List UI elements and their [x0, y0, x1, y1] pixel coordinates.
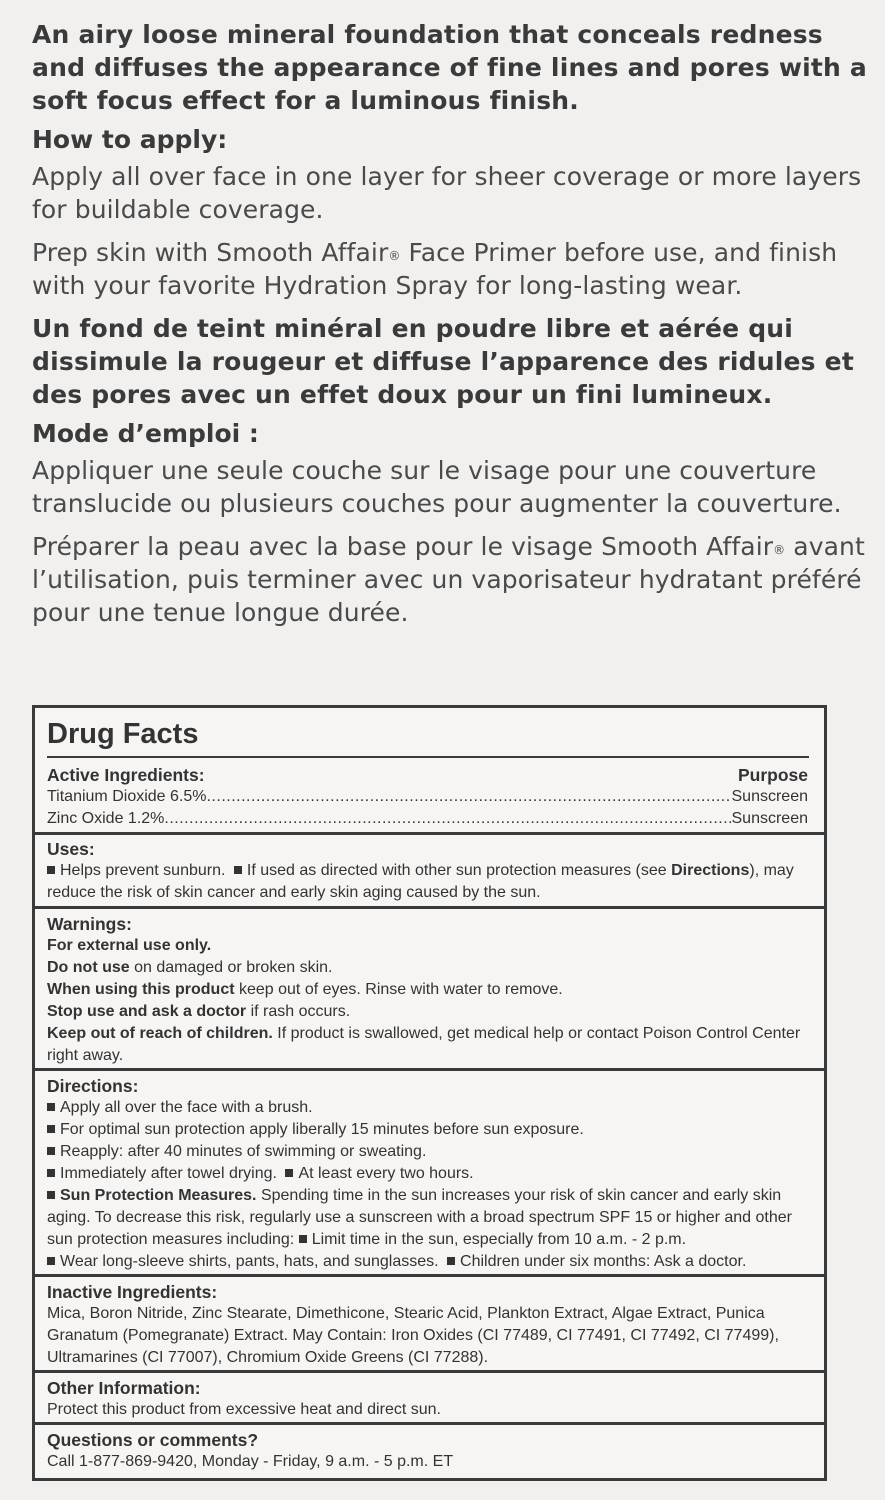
- registered-mark: ®: [773, 543, 786, 557]
- section-divider: [35, 1422, 824, 1425]
- active-ingredient-row: Zinc Oxide 1.2% ..... Sunscreen: [47, 808, 808, 830]
- questions-header: Questions or comments?: [47, 1430, 259, 1450]
- drug-facts-box: [32, 705, 827, 1481]
- purpose-header: Purpose: [737, 765, 808, 785]
- section-divider: [35, 1274, 824, 1277]
- title-rule: [47, 756, 809, 758]
- english-description: An airy loose mineral foundation that conceals redness and diffuses the appearance of fine lines and pores with a soft focus effect for a luminous finish.: [32, 20, 868, 115]
- uses-section: Uses: Helps prevent sunburn. If used as directed with other sun protection measures (see Directions), may reduce the risk of skin cancer and early skin aging caused by the sun.: [47, 838, 808, 904]
- french-description: Un fond de teint minéral en poudre libre et aérée qui dissimule la rougeur et diffuse l’apparence des ridules et des pores avec un effet doux pour un fini lumineux.: [32, 314, 854, 409]
- english-howto-step-2: Prep skin with Smooth Affair® Face Primer before use, and finish with your favorite Hydration Spray for long-lasting wear.: [32, 238, 838, 300]
- english-howto-title: How to apply:: [32, 125, 228, 154]
- inactive-ingredients-list: Mica, Boron Nitride, Zinc Stearate, Dimethicone, Stearic Acid, Plankton Extract, Algae Extract, Punica Granatum (Pomegranate) Extract. May Contain: Iron Oxides (CI 77489, CI 77491, CI 77492, CI 77499), Ultramarines (CI 77007), Chromium Oxide Greens (CI 77288).: [47, 1305, 779, 1366]
- section-divider: [35, 1370, 824, 1373]
- questions-contact: Call 1-877-869-9420, Monday - Friday, 9 a.m. - 5 p.m. ET: [47, 1453, 454, 1470]
- french-howto-step-2: Préparer la peau avec la base pour le visage Smooth Affair® avant l’utilisation, puis terminer avec un vaporisateur hydratant préféré pour une tenue longue durée.: [32, 532, 865, 627]
- other-information-header: Other Information:: [47, 1378, 201, 1398]
- english-howto-step-1: Apply all over face in one layer for sheer coverage or more layers for buildable coverage.: [32, 162, 862, 224]
- directions-section: Directions: Apply all over the face with a brush. For optimal sun protection apply liberally 15 minutes before sun exposure. Reapply: after 40 minutes of swimming or sweating. Immediately after towel drying. At least every two hours. Sun Protection Measures. Spending time in the sun increases your risk of skin cancer and early skin aging. To decrease this risk, regularly use a sunscreen with a broad spectrum SPF 15 or higher and other sun protection measures including: Limit time in the sun, especially from 10 a.m. - 2 p.m. Wear long-sleeve shirts, pants, hats, and sunglasses. Children under six months: Ask a doctor.: [47, 1075, 808, 1273]
- active-ingredients-section: [47, 764, 808, 830]
- drug-facts-title: Drug Facts: [47, 718, 199, 750]
- directions-header: Directions:: [47, 1076, 139, 1096]
- inactive-ingredients-section: [47, 1281, 808, 1369]
- warnings-section: Warnings: For external use only. Do not use on damaged or broken skin. When using this product keep out of eyes. Rinse with water to remove. Stop use and ask a doctor if rash occurs. Keep out of reach of children. If product is swallowed, get medical help or contact Poison Control Center right away.: [47, 913, 808, 1067]
- section-divider: [35, 832, 824, 835]
- active-ingredients-header: Active Ingredients:: [47, 765, 205, 785]
- registered-mark: ®: [388, 249, 401, 263]
- section-divider: [35, 906, 824, 909]
- warnings-header: Warnings:: [47, 914, 132, 934]
- questions-section: [47, 1429, 808, 1473]
- other-information-text: Protect this product from excessive heat and direct sun.: [47, 1401, 441, 1418]
- inactive-ingredients-header: Inactive Ingredients:: [47, 1282, 218, 1302]
- product-description-panel: [32, 18, 872, 639]
- french-howto-title: Mode d’emploi :: [32, 419, 259, 448]
- other-information-section: [47, 1377, 808, 1421]
- uses-header: Uses:: [47, 839, 95, 859]
- active-ingredient-row: Titanium Dioxide 6.5% ..... Sunscreen: [47, 786, 808, 808]
- french-howto-step-1: Appliquer une seule couche sur le visage pour une couverture translucide ou plusieurs couches pour augmenter la couverture.: [32, 456, 842, 518]
- section-divider: [35, 1068, 824, 1071]
